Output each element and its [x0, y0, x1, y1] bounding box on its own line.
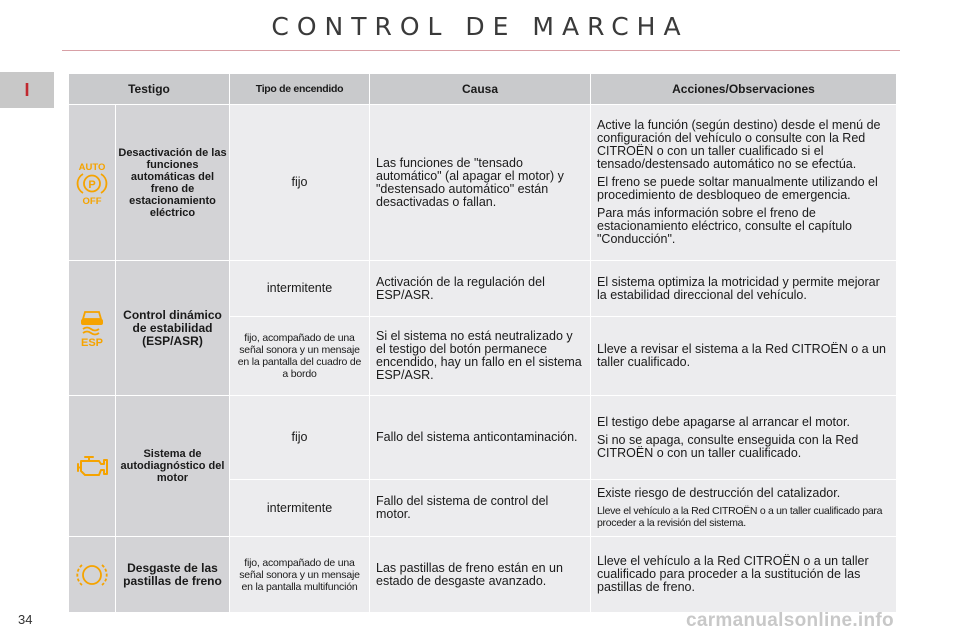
- action-text: Lleve el vehículo a la Red CITROËN o a un taller cualificado para proceder a la revisión del sistema.: [597, 505, 883, 529]
- action-text: El sistema optimiza la motricidad y permite mejorar la estabilidad direccional del vehículo.: [597, 274, 880, 302]
- esp-icon: [69, 261, 115, 395]
- action-text: Lleve a revisar el sistema a la Red CITROËN o a un taller cualificado.: [597, 342, 887, 369]
- row-cause-esp-2: Si el sistema no está neutralizado y el testigo del botón permanece encendido, hay un fallo en el sistema ESP/ASR.: [370, 317, 590, 395]
- row-type-esp-1: intermitente: [230, 261, 369, 316]
- row-name-brake-pads: Desgaste de las pastillas de freno: [116, 537, 229, 612]
- action-text: Si no se apaga, consulte enseguida con la Red CITROËN o con un taller cualificado.: [597, 432, 859, 460]
- icon-text-esp: ESP: [80, 337, 104, 348]
- warning-lights-table: [69, 74, 892, 610]
- row-type-parking-brake: fijo: [230, 105, 369, 260]
- row-name-esp: Control dinámico de estabilidad (ESP/ASR): [116, 261, 229, 395]
- row-action-brake-pads: [591, 537, 896, 612]
- icon-text-off: OFF: [82, 195, 102, 206]
- title-divider: [62, 50, 900, 51]
- row-type-brake-pads: fijo, acompañado de una señal sonora y un mensaje en la pantalla multifunción: [230, 537, 369, 612]
- row-name-parking-brake: Desactivación de las funciones automáticas del freno de estacionamiento eléctrico: [116, 105, 229, 260]
- row-action-esp-2: [591, 317, 896, 395]
- row-cause-engine-1: Fallo del sistema anticontaminación.: [370, 396, 590, 479]
- action-text: Active la función (según destino) desde el menú de configuración del vehículo o consulte con la Red CITROËN o con un taller cualificado si el tensado/destensado automático no se efectúa.: [597, 118, 881, 171]
- header-tipo: Tipo de encendido: [230, 74, 369, 104]
- action-text: El testigo debe apagarse al arrancar el motor.: [597, 414, 850, 429]
- row-type-engine-1: fijo: [230, 396, 369, 479]
- header-acciones: Acciones/Observaciones: [591, 74, 896, 104]
- row-cause-esp-1: Activación de la regulación del ESP/ASR.: [370, 261, 590, 316]
- header-testigo: Testigo: [69, 74, 229, 104]
- row-cause-parking-brake: Las funciones de "tensado automático" (al apagar el motor) y "destensado automático" están desactivadas o fallan.: [370, 105, 590, 260]
- action-text: Lleve el vehículo a la Red CITROËN o a un taller cualificado para proceder a la sustitución de las pastillas de freno.: [597, 554, 869, 594]
- row-cause-engine-2: Fallo del sistema de control del motor.: [370, 480, 590, 536]
- engine-icon: [69, 396, 115, 536]
- action-text: Existe riesgo de destrucción del catalizador.: [597, 486, 841, 500]
- row-type-engine-2: intermitente: [230, 480, 369, 536]
- row-type-esp-2: fijo, acompañado de una señal sonora y un mensaje en la pantalla del cuadro de a bordo: [230, 317, 369, 395]
- icon-text-auto: AUTO: [78, 161, 106, 173]
- page-title: CONTROL DE MARCHA: [271, 12, 689, 41]
- row-actions-engine-1: [591, 396, 896, 479]
- row-cause-brake-pads: Las pastillas de freno están en un estado de desgaste avanzado.: [370, 537, 590, 612]
- row-action-esp-1: [591, 261, 896, 316]
- row-actions-engine-2: [591, 480, 896, 536]
- brake-pad-wear-icon: [69, 537, 115, 612]
- icon-text-p: P: [88, 178, 96, 191]
- auto-parking-brake-off-icon: [69, 105, 115, 260]
- chapter-tab[interactable]: I: [0, 72, 54, 108]
- watermark-logo: carmanualsonline.info: [686, 610, 894, 631]
- header-causa: Causa: [370, 74, 590, 104]
- row-actions-parking-brake: [591, 105, 896, 260]
- page-number: 34: [18, 612, 33, 627]
- row-name-engine: Sistema de autodiagnóstico del motor: [116, 396, 229, 536]
- action-text: El freno se puede soltar manualmente utilizando el procedimiento de desbloqueo de emergencia.: [597, 175, 878, 202]
- action-text: Para más información sobre el freno de estacionamiento eléctrico, consulte el capítulo "Conducción".: [597, 206, 853, 246]
